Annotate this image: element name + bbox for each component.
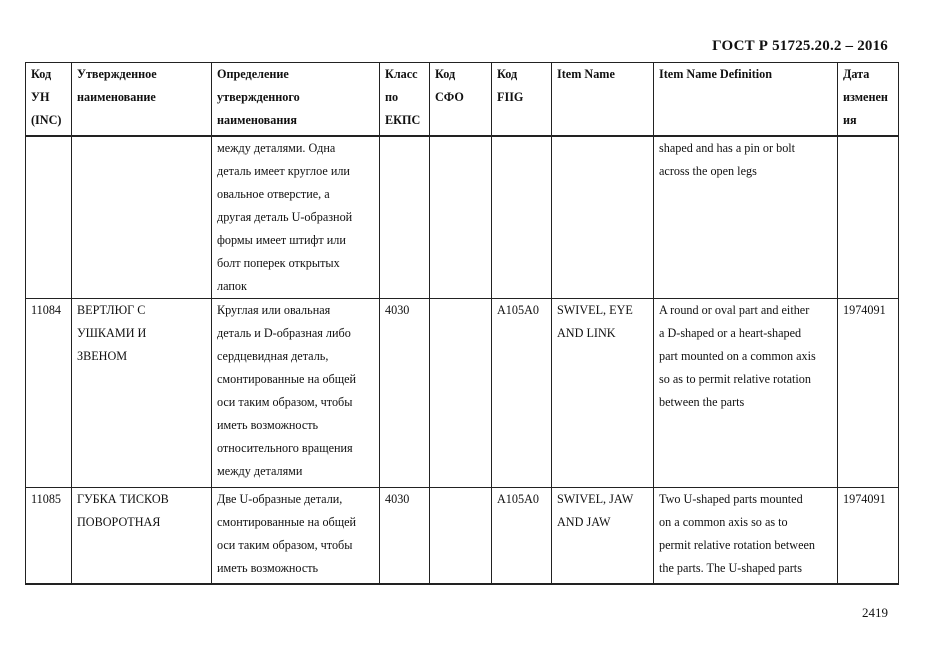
document-code: ГОСТ Р 51725.20.2 – 2016 xyxy=(712,38,888,54)
cell-sfo xyxy=(430,487,492,584)
cell-inc: 11084 xyxy=(26,298,72,487)
cell-item-name xyxy=(552,136,654,299)
cell-item-definition: shaped and has a pin or bolt across the open legs xyxy=(654,136,838,299)
table-row xyxy=(26,136,899,299)
header-definition: Определение утвержденного наименования xyxy=(212,63,380,136)
cell-approved-name: ВЕРТЛЮГ С УШКАМИ И ЗВЕНОМ xyxy=(72,298,212,487)
cell-definition: Две U-образные детали, смонтированные на общей оси таким образом, чтобы иметь возможность xyxy=(212,487,380,584)
cell-sfo xyxy=(430,136,492,299)
cell-item-definition: Two U-shaped parts mounted on a common axis so as to permit relative rotation between the parts. The U-shaped parts xyxy=(654,487,838,584)
cell-item-name: SWIVEL, JAW AND JAW xyxy=(552,487,654,584)
cell-inc: 11085 xyxy=(26,487,72,584)
header-fiig: Код FIIG xyxy=(492,63,552,136)
cell-change-date xyxy=(838,136,899,299)
items-table xyxy=(25,62,899,585)
cell-sfo xyxy=(430,298,492,487)
cell-class: 4030 xyxy=(380,487,430,584)
header-sfo: Код СФО xyxy=(430,63,492,136)
header-item-name: Item Name xyxy=(552,63,654,136)
cell-approved-name xyxy=(72,136,212,299)
cell-fiig xyxy=(492,136,552,299)
cell-class xyxy=(380,136,430,299)
cell-change-date: 1974091 xyxy=(838,298,899,487)
page-number: 2419 xyxy=(862,605,888,620)
cell-fiig: A105A0 xyxy=(492,487,552,584)
cell-change-date: 1974091 xyxy=(838,487,899,584)
cell-inc xyxy=(26,136,72,299)
cell-definition: между деталями. Одна деталь имеет круглое или овальное отверстие, а другая деталь U-образной формы имеет штифт или болт поперек открытых лапок xyxy=(212,136,380,299)
header-change-date: Дата изменен ия xyxy=(838,63,899,136)
header-inc: Код УН (INC) xyxy=(26,63,72,136)
table-row xyxy=(26,487,899,584)
table-row xyxy=(26,298,899,487)
header-approved-name: Утвержденное наименование xyxy=(72,63,212,136)
cell-approved-name: ГУБКА ТИСКОВ ПОВОРОТНАЯ xyxy=(72,487,212,584)
header-item-name-definition: Item Name Definition xyxy=(654,63,838,136)
table-header xyxy=(26,63,899,136)
cell-definition: Круглая или овальная деталь и D-образная либо сердцевидная деталь, смонтированные на общей оси таким образом, чтобы иметь возможность относительного вращения между деталями xyxy=(212,298,380,487)
header-class: Класс по ЕКПС xyxy=(380,63,430,136)
cell-fiig: A105A0 xyxy=(492,298,552,487)
cell-item-name: SWIVEL, EYE AND LINK xyxy=(552,298,654,487)
cell-class: 4030 xyxy=(380,298,430,487)
cell-item-definition: A round or oval part and either a D-shaped or a heart-shaped part mounted on a common axis so as to permit relative rotation between the parts xyxy=(654,298,838,487)
